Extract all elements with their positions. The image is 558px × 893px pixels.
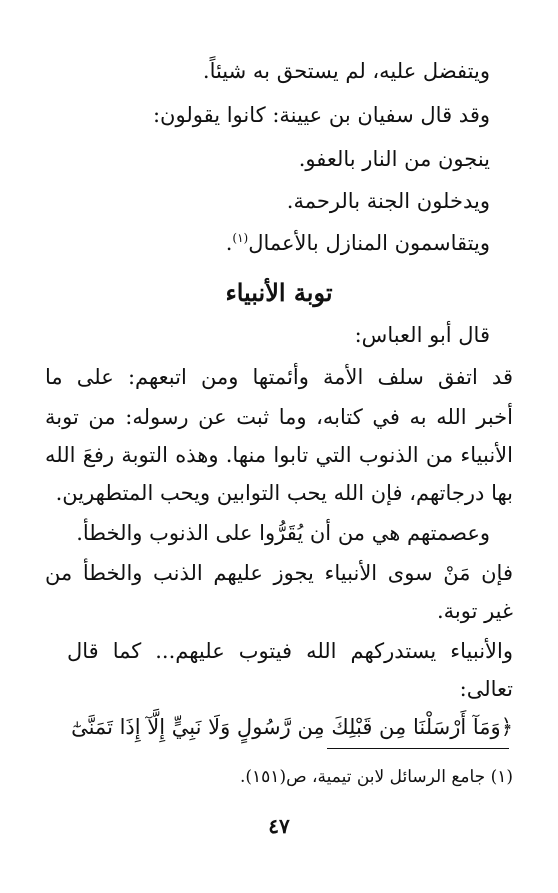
body-line-3: أخبر الله به في كتابه، وما ثبت عن رسوله: من توبة [45, 405, 513, 429]
body-line-2: قد اتفق سلف الأمة وأئمتها ومن اتبعهم: على ما [45, 365, 513, 389]
text-line-4: ويدخلون الجنة بالرحمة. [286, 189, 490, 213]
body-line-5: بها درجاتهم، فإن الله يحب التوابين ويحب المتطهرين. [55, 481, 513, 505]
body-line-9: والأنبياء يستدركهم الله فيتوب عليهم... كما قال [67, 639, 513, 663]
section-heading: توبة الأنبياء [225, 278, 333, 307]
text-line-1: ويتفضل عليه، لم يستحق به شيئاً. [202, 59, 490, 83]
body-line-6: وعصمتهم هي من أن يُقَرُّوا على الذنوب والخطأ. [76, 521, 490, 545]
body-line-1: قال أبو العباس: [354, 323, 490, 347]
footnote-divider [327, 748, 509, 749]
text-line-2: وقد قال سفيان بن عيينة: كانوا يقولون: [152, 103, 490, 127]
text-line-3: ينجون من النار بالعفو. [298, 147, 490, 171]
footnote-text: (١) جامع الرسائل لابن تيمية، ص(١٥١). [239, 767, 513, 787]
page-number: ٤٧ [268, 814, 290, 838]
text-line-5-content: ويتقاسمون المنازل بالأعمال [248, 231, 490, 255]
body-line-7: فإن مَنْ سوى الأنبياء يجوز عليهم الذنب والخطأ من [45, 561, 513, 585]
period: . [225, 231, 233, 255]
body-line-4: الأنبياء من الذنوب التي تابوا منها. وهذه التوبة رفعَ الله [45, 443, 513, 467]
quran-verse: ﴿وَمَآ أَرْسَلْنَا مِن قَبْلِكَ مِن رَّسُولٍ وَلَا نَبِيٍّ إِلَّآ إِذَا تَمَنَّىٰٓ [71, 715, 513, 739]
footnote-reference: (١) [232, 231, 249, 245]
body-line-10: تعالى: [459, 677, 513, 701]
body-line-8: غير توبة. [436, 599, 513, 623]
text-line-5 [226, 228, 490, 258]
